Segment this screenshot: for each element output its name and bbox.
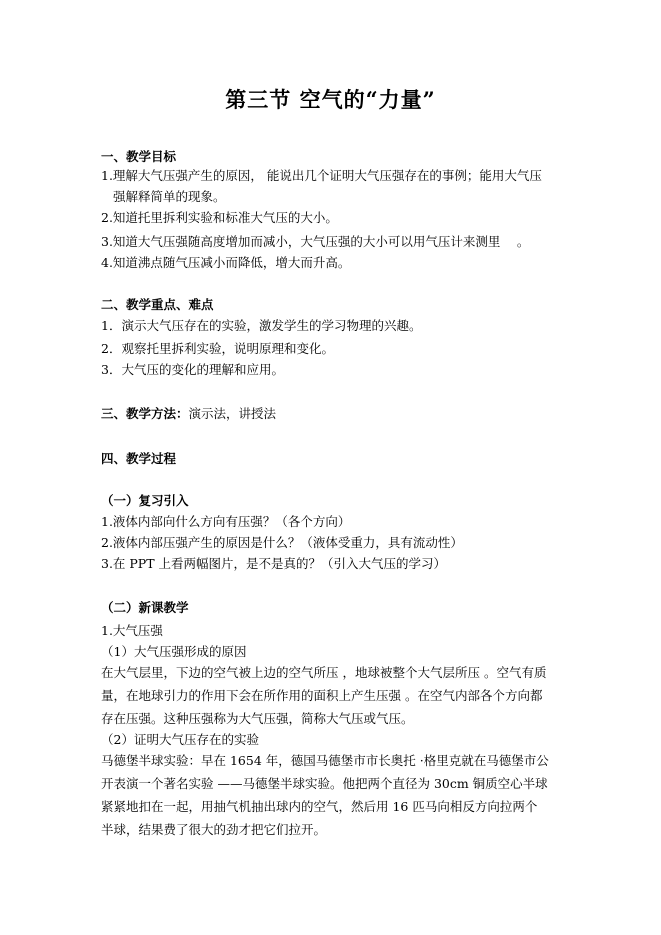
objective-item-1-continued: 强解释简单的现象。 — [113, 189, 226, 204]
teaching-methods-line — [101, 406, 571, 422]
objective-item-3: 3.知道大气压强随高度增加而减小，大气压强的大小可以用气压计来测里 。 — [101, 234, 530, 249]
section-heading-key-points: 二、教学重点、难点 — [101, 297, 214, 312]
paragraph-line: 存在压强。这种压强称为大气压强，简称大气压或气压。 — [101, 711, 414, 726]
new-lesson-topic: 1.大气压强 — [101, 623, 163, 638]
paragraph-line: 在大气层里，下边的空气被上边的空气所压 ，地球被整个大气层所压 。空气有质 — [101, 665, 547, 680]
paragraph-line: 紧紧地扣在一起，用抽气机抽出球内的空气，然后用 16 匹马向相反方向拉两个 — [101, 799, 538, 814]
section-heading-objectives: 一、教学目标 — [101, 149, 177, 164]
section-heading-methods: 三、教学方法： — [101, 406, 189, 421]
key-point-item-2: 2．观察托里拆利实验，说明原理和变化。 — [101, 341, 334, 356]
new-lesson-subtopic-1: （1）大气压强形成的原因 — [101, 644, 247, 659]
paragraph-line: 半球，结果费了很大的劲才把它们拉开。 — [101, 822, 327, 837]
new-lesson-subtopic-2: （2）证明大气压存在的实验 — [101, 732, 259, 747]
review-item-3: 3.在 PPT 上看两幅图片，是不是真的？（引入大气压的学习） — [101, 556, 447, 571]
page-title: 第三节 空气的“力量” — [225, 87, 436, 112]
objective-item-1: 1.理解大气压强产生的原因， 能说出几个证明大气压强存在的事例；能用大气压 — [101, 168, 542, 183]
paragraph-line: 量，在地球引力的作用下会在所作用的面积上产生压强 。在空气内部各个方向都 — [101, 688, 543, 703]
teaching-methods-text: 演示法，讲授法 — [188, 406, 277, 421]
subsection-heading-new-lesson: （二）新课教学 — [101, 600, 189, 615]
key-point-item-3: 3．大气压的变化的理解和应用。 — [101, 362, 284, 377]
objective-item-2: 2.知道托里拆利实验和标准大气压的大小。 — [101, 210, 338, 225]
subsection-heading-review: （一）复习引入 — [101, 493, 189, 508]
review-item-2: 2.液体内部压强产生的原因是什么？（液体受重力，具有流动性） — [101, 535, 463, 550]
key-point-item-1: 1．演示大气压存在的实验，激发学生的学习物理的兴趣。 — [101, 318, 422, 333]
section-heading-process: 四、教学过程 — [101, 451, 177, 466]
paragraph-line: 马德堡半球实验：早在 1654 年，德国马德堡市市长奥托 ·格里克就在马德堡市公 — [101, 753, 549, 768]
objective-item-4: 4.知道沸点随气压减小而降低，增大而升高。 — [101, 255, 351, 270]
paragraph-line: 开表演一个著名实验 ——马德堡半球实验。他把两个直径为 30cm 铜质空心半球 — [101, 776, 548, 791]
review-item-1: 1.液体内部向什么方向有压强？（各个方向） — [101, 514, 351, 529]
